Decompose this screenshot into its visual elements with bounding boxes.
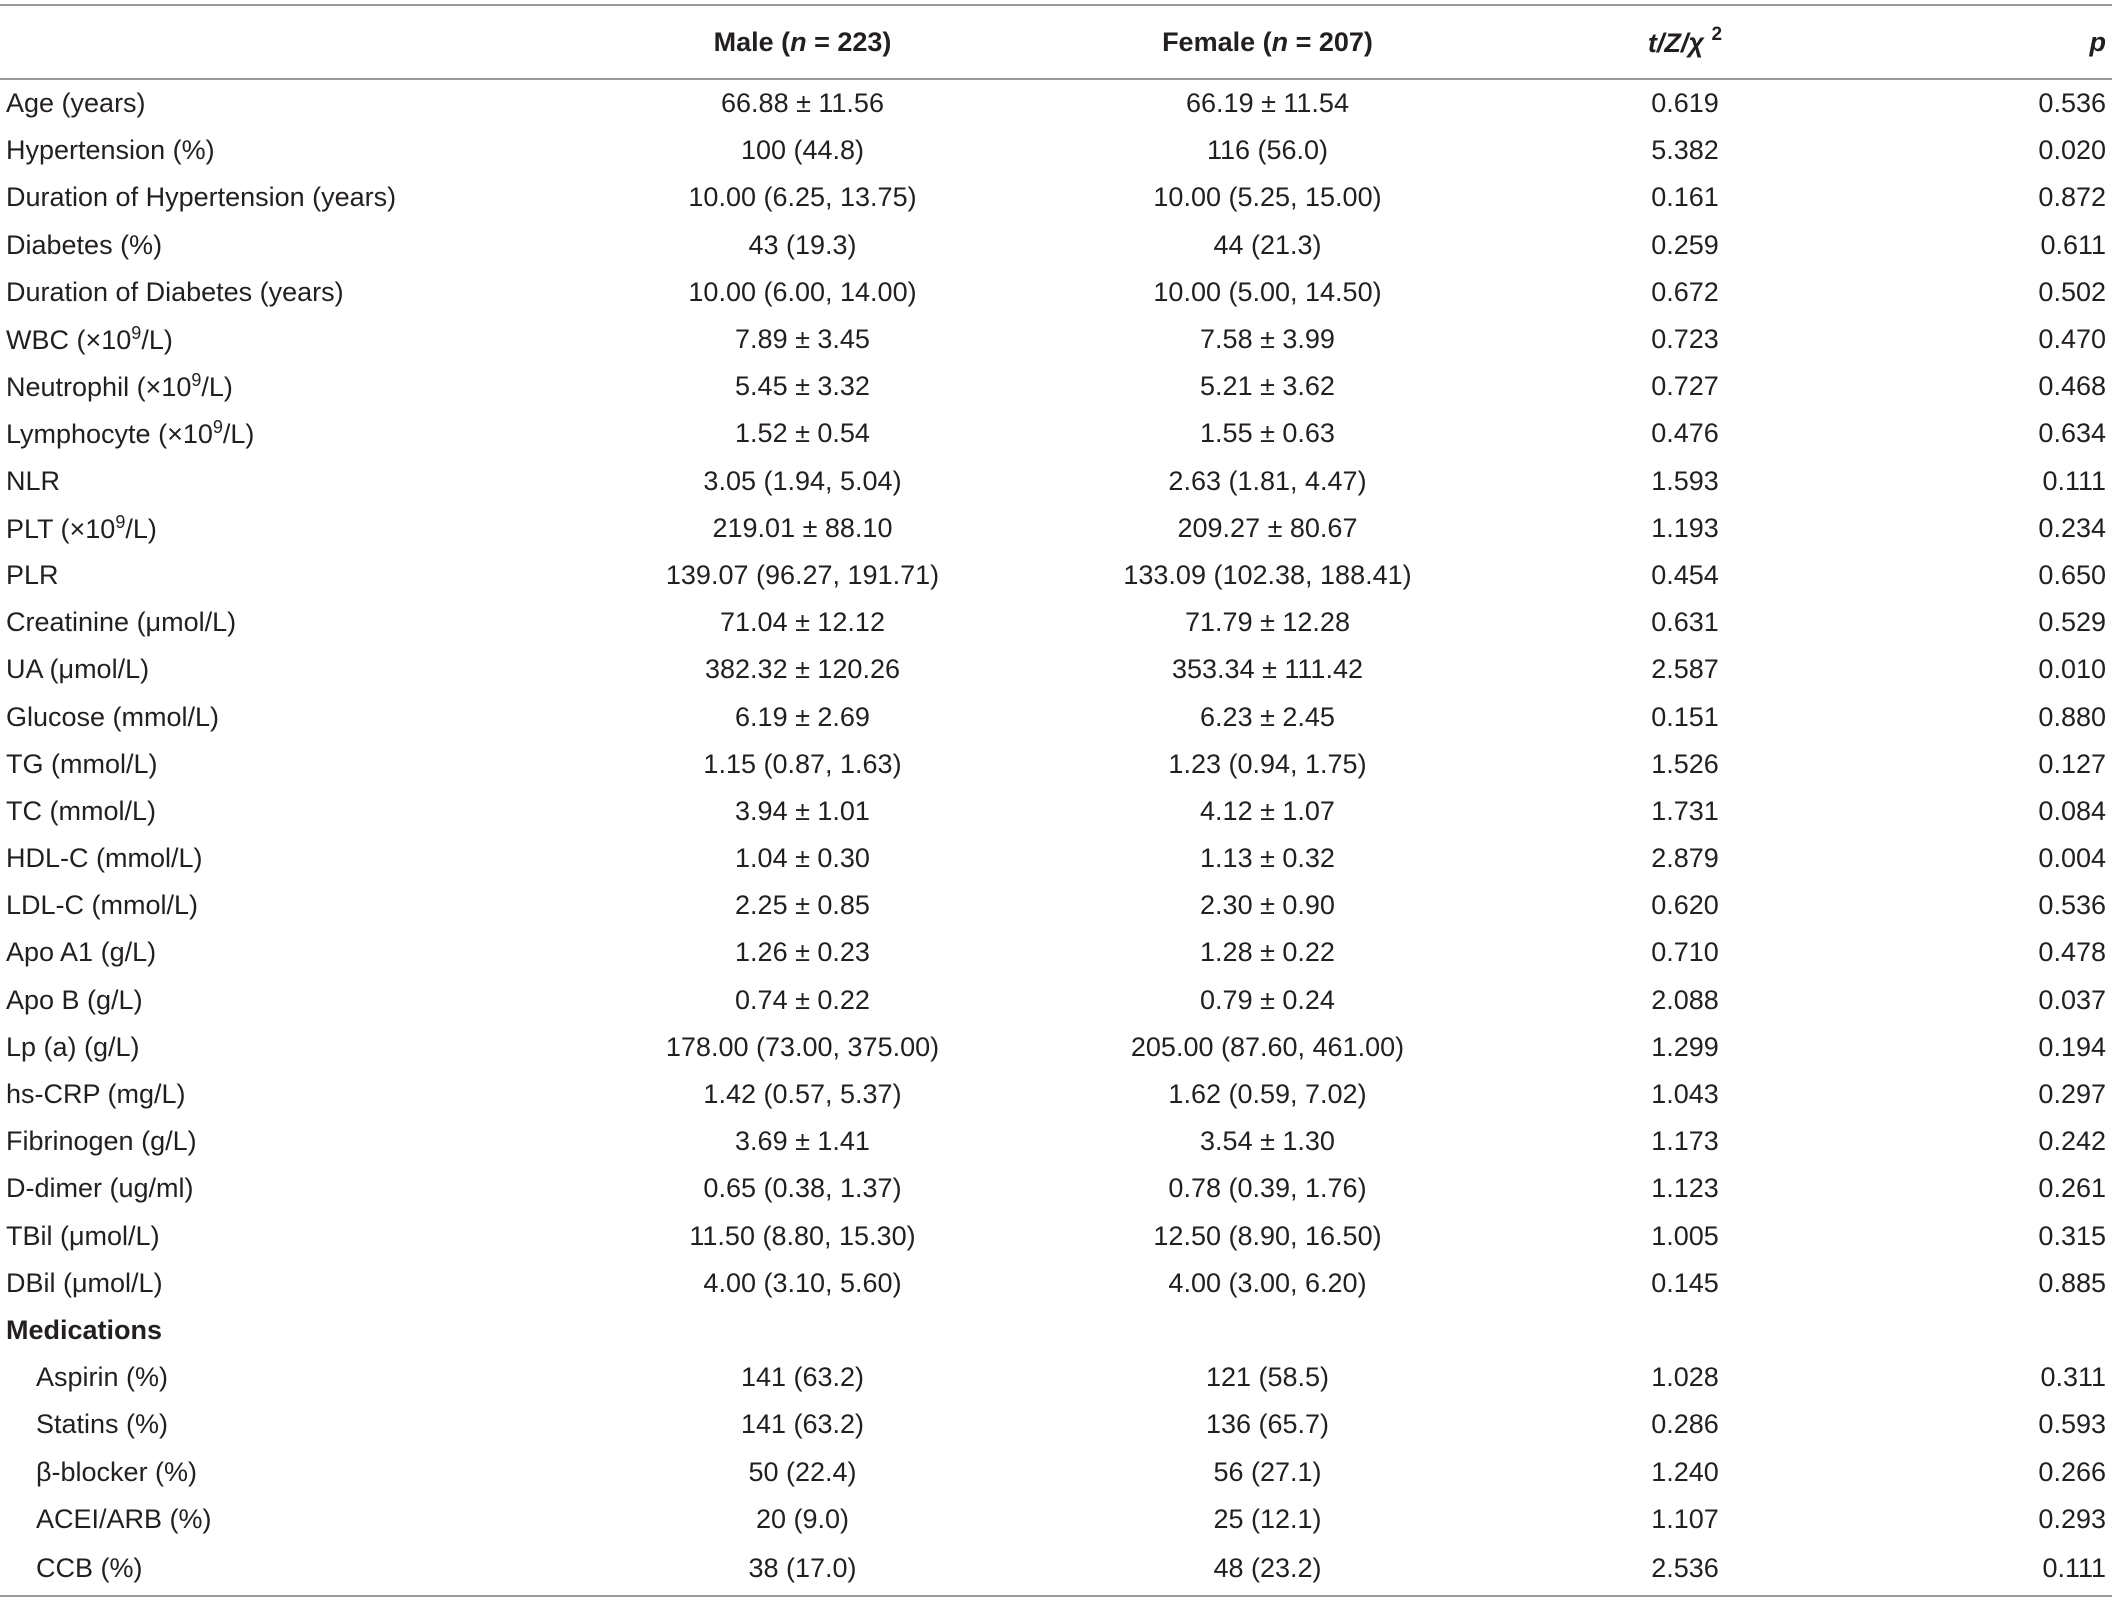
comparison-table: [0, 4, 2112, 1597]
cell-stat: 1.193: [1651, 512, 1719, 543]
cell-male: 5.45 ± 3.32: [735, 371, 870, 402]
cell-p: 0.111: [2042, 465, 2106, 496]
cell-male: 11.50 (8.80, 15.30): [689, 1220, 916, 1251]
cell-female: 0.79 ± 0.24: [1200, 984, 1335, 1015]
cell-p: 0.297: [2038, 1079, 2106, 1110]
cell-male: 0.74 ± 0.22: [735, 984, 870, 1015]
table-row: [0, 1496, 2112, 1543]
row-label: PLT $(\times 10^9/L)$: [6, 511, 157, 544]
cell-male: 141 (63.2): [740, 1362, 865, 1393]
cell-female: 10.00 (5.25, 15.00): [1153, 182, 1382, 213]
table-row: [0, 363, 2112, 410]
table-row: [0, 788, 2112, 835]
cell-female: 205.00 (87.60, 461.00): [1130, 1031, 1405, 1062]
cell-stat: 1.526: [1651, 748, 1719, 779]
cell-female: 3.54 ± 1.30: [1200, 1126, 1335, 1157]
table-row: [0, 1118, 2112, 1165]
cell-stat: 0.286: [1651, 1409, 1719, 1440]
table-row: [0, 410, 2112, 457]
table-header: [0, 5, 2112, 79]
cell-male: 1.15 (0.87, 1.63): [703, 748, 902, 779]
cell-stat: 5.382: [1651, 135, 1719, 166]
row-label: Duration of Hypertension (years): [6, 182, 397, 213]
cell-stat: 1.005: [1651, 1220, 1719, 1251]
header-female: Female (n = 207): [1162, 26, 1373, 57]
row-label: Lp (a) (g/L): [6, 1031, 140, 1062]
cell-p: 0.880: [2038, 701, 2106, 732]
cell-male: 178.00 (73.00, 375.00): [665, 1031, 940, 1062]
row-label: Diabetes (%): [6, 229, 163, 260]
table-row: [0, 1401, 2112, 1448]
cell-male: 1.42 (0.57, 5.37): [703, 1079, 902, 1110]
row-label: Neutrophil $(\times 10^9/L)$: [6, 370, 233, 403]
cell-female: 10.00 (5.00, 14.50): [1153, 276, 1382, 307]
table-row: [0, 1354, 2112, 1401]
row-label: Aspirin (%): [36, 1362, 169, 1393]
cell-female: 4.00 (3.00, 6.20): [1168, 1267, 1367, 1298]
header-male: Male (n = 223): [713, 26, 892, 57]
cell-female: 56 (27.1): [1213, 1456, 1322, 1487]
header-p: p: [2089, 26, 2106, 57]
row-label: Glucose (mmol/L): [6, 701, 220, 732]
cell-female: [1005, 1307, 1530, 1354]
table-row: [0, 1543, 2112, 1596]
cell-female: 7.58 ± 3.99: [1200, 324, 1335, 355]
cell-female: 2.30 ± 0.90: [1200, 890, 1335, 921]
cell-male: 0.65 (0.38, 1.37): [703, 1173, 902, 1204]
cell-p: 0.529: [2038, 607, 2106, 638]
cell-female: 48 (23.2): [1213, 1553, 1322, 1584]
cell-p: 0.234: [2038, 512, 2106, 543]
cell-stat: 0.161: [1651, 182, 1719, 213]
cell-female: 44 (21.3): [1213, 229, 1322, 260]
table-row: [0, 1448, 2112, 1495]
table-row: [0, 458, 2112, 505]
row-label: HDL-C (mmol/L): [6, 843, 203, 874]
cell-p: 0.194: [2038, 1031, 2106, 1062]
table-row: [0, 977, 2112, 1024]
cell-female: 1.23 (0.94, 1.75): [1168, 748, 1367, 779]
cell-p: 0.020: [2038, 135, 2106, 166]
cell-stat: 0.727: [1651, 371, 1719, 402]
cell-stat: 0.672: [1651, 276, 1719, 307]
cell-stat: 1.731: [1651, 795, 1719, 826]
cell-p: 0.266: [2038, 1456, 2106, 1487]
row-label: Creatinine (μmol/L): [6, 607, 237, 638]
cell-male: 1.52 ± 0.54: [735, 418, 870, 449]
cell-stat: 1.240: [1651, 1456, 1719, 1487]
cell-female: 25 (12.1): [1213, 1503, 1322, 1534]
cell-male: 3.69 ± 1.41: [735, 1126, 870, 1157]
cell-female: 353.34 ± 111.42: [1172, 654, 1363, 685]
cell-p: 0.037: [2038, 984, 2106, 1015]
table-row: [0, 599, 2112, 646]
cell-male: 3.05 (1.94, 5.04): [703, 465, 902, 496]
cell-p: 0.611: [2040, 229, 2106, 260]
cell-male: 6.19 ± 2.69: [735, 701, 870, 732]
cell-male: 38 (17.0): [748, 1553, 857, 1584]
cell-male: 20 (9.0): [755, 1503, 850, 1534]
table-row: [0, 1071, 2112, 1118]
section-row: [0, 1307, 2112, 1354]
table-row: [0, 174, 2112, 221]
row-label: Duration of Diabetes (years): [6, 276, 344, 307]
cell-female: 4.12 ± 1.07: [1200, 795, 1335, 826]
cell-p: 0.502: [2038, 276, 2106, 307]
cell-male: 66.88 ± 11.56: [721, 88, 884, 119]
cell-stat: 0.619: [1651, 88, 1719, 119]
table-row: [0, 127, 2112, 174]
row-label: β-blocker (%): [36, 1456, 198, 1487]
table-row: [0, 1260, 2112, 1307]
table-row: [0, 79, 2112, 127]
cell-male: 141 (63.2): [740, 1409, 865, 1440]
table-row: [0, 552, 2112, 599]
row-label: hs-CRP (mg/L): [6, 1079, 186, 1110]
cell-p: 0.242: [2038, 1126, 2106, 1157]
cell-female: 6.23 ± 2.45: [1200, 701, 1335, 732]
cell-stat: 0.151: [1651, 701, 1719, 732]
cell-stat: 1.043: [1651, 1079, 1719, 1110]
cell-p: 0.593: [2038, 1409, 2106, 1440]
row-label: DBil (μmol/L): [6, 1267, 163, 1298]
table-row: [0, 646, 2112, 693]
table-row: [0, 1165, 2112, 1212]
cell-stat: 0.259: [1651, 229, 1719, 260]
cell-male: 1.04 ± 0.30: [735, 843, 870, 874]
cell-female: 12.50 (8.90, 16.50): [1153, 1220, 1382, 1251]
cell-male: 71.04 ± 12.12: [720, 607, 885, 638]
header-row: [0, 5, 2112, 79]
row-label: UA (μmol/L): [6, 654, 150, 685]
cell-male: 50 (22.4): [748, 1456, 857, 1487]
cell-p: 0.084: [2038, 795, 2106, 826]
cell-male: 4.00 (3.10, 5.60): [703, 1267, 902, 1298]
table-row: [0, 1213, 2112, 1260]
cell-stat: 1.593: [1651, 465, 1719, 496]
table-row: [0, 505, 2112, 552]
cell-p: 0.470: [2038, 324, 2106, 355]
row-label: ACEI/ARB (%): [36, 1503, 212, 1534]
row-label: Lymphocyte $(\times 10^9/L)$: [6, 417, 255, 450]
cell-p: 0.478: [2038, 937, 2106, 968]
row-label: TG (mmol/L): [6, 748, 158, 779]
cell-female: 2.63 (1.81, 4.47): [1168, 465, 1367, 496]
row-label: WBC $(\times 10^9/L)$: [6, 323, 173, 356]
cell-male: [600, 1307, 1005, 1354]
cell-stat: 2.587: [1651, 654, 1719, 685]
cell-male: 139.07 (96.27, 191.71): [665, 559, 940, 590]
cell-female: 1.55 ± 0.63: [1200, 418, 1335, 449]
table-row: [0, 1024, 2112, 1071]
comparison-table-container: [0, 4, 2112, 1597]
row-label: PLR: [6, 559, 59, 590]
cell-p: 0.885: [2038, 1267, 2106, 1298]
cell-male: 7.89 ± 3.45: [735, 324, 870, 355]
row-label: CCB (%): [36, 1553, 143, 1584]
cell-male: 10.00 (6.25, 13.75): [688, 182, 917, 213]
row-label: Statins (%): [36, 1409, 169, 1440]
cell-female: 136 (65.7): [1205, 1409, 1330, 1440]
cell-stat: 0.476: [1651, 418, 1719, 449]
table-body: [0, 79, 2112, 1596]
table-row: [0, 741, 2112, 788]
cell-p: 0.111: [2042, 1553, 2106, 1584]
row-label: Apo A1 (g/L): [6, 937, 157, 968]
cell-stat: 0.631: [1651, 607, 1719, 638]
table-row: [0, 222, 2112, 269]
cell-stat: 2.879: [1651, 843, 1719, 874]
cell-stat: 1.123: [1651, 1173, 1719, 1204]
table-row: [0, 882, 2112, 929]
cell-male: 219.01 ± 88.10: [712, 512, 893, 543]
cell-p: 0.293: [2038, 1503, 2106, 1534]
row-label: LDL-C (mmol/L): [6, 890, 199, 921]
cell-p: 0.634: [2038, 418, 2106, 449]
row-label: Fibrinogen (g/L): [6, 1126, 197, 1157]
row-label: Hypertension (%): [6, 135, 215, 166]
cell-stat: 1.173: [1651, 1126, 1719, 1157]
header-stat: t/Z/χ $^2$: [1647, 23, 1723, 58]
cell-male: 100 (44.8): [740, 135, 865, 166]
cell-stat: 1.028: [1651, 1362, 1719, 1393]
cell-stat: 1.299: [1651, 1031, 1719, 1062]
cell-stat: 0.145: [1651, 1267, 1719, 1298]
cell-stat: 1.107: [1651, 1503, 1719, 1534]
cell-stat: 0.454: [1651, 559, 1719, 590]
cell-stat: [1530, 1307, 1840, 1354]
table-row: [0, 929, 2112, 976]
cell-male: 1.26 ± 0.23: [735, 937, 870, 968]
cell-female: 209.27 ± 80.67: [1177, 512, 1358, 543]
row-label: Age (years): [6, 88, 146, 119]
cell-stat: 0.723: [1651, 324, 1719, 355]
cell-p: 0.261: [2038, 1173, 2106, 1204]
cell-p: 0.311: [2040, 1362, 2106, 1393]
row-label: TC (mmol/L): [6, 795, 156, 826]
cell-p: 0.127: [2038, 748, 2106, 779]
cell-p: 0.536: [2038, 890, 2106, 921]
cell-p: 0.315: [2038, 1220, 2106, 1251]
cell-female: 66.19 ± 11.54: [1186, 88, 1349, 119]
cell-p: 0.468: [2038, 371, 2106, 402]
row-label: NLR: [6, 465, 61, 496]
cell-female: 116 (56.0): [1206, 135, 1329, 166]
cell-female: 1.28 ± 0.22: [1200, 937, 1335, 968]
cell-male: 2.25 ± 0.85: [735, 890, 870, 921]
cell-female: 133.09 (102.38, 188.41): [1123, 559, 1412, 590]
cell-p: 0.010: [2038, 654, 2106, 685]
cell-stat: 0.620: [1651, 890, 1719, 921]
cell-p: 0.004: [2038, 843, 2106, 874]
cell-stat: 2.536: [1651, 1553, 1719, 1584]
cell-p: 0.536: [2038, 88, 2106, 119]
cell-female: 0.78 (0.39, 1.76): [1168, 1173, 1367, 1204]
table-row: [0, 269, 2112, 316]
cell-female: 121 (58.5): [1205, 1362, 1330, 1393]
cell-female: 1.62 (0.59, 7.02): [1168, 1079, 1367, 1110]
section-label: Medications: [6, 1314, 163, 1345]
cell-stat: 0.710: [1651, 937, 1719, 968]
cell-male: 3.94 ± 1.01: [735, 795, 870, 826]
cell-male: 43 (19.3): [748, 229, 857, 260]
header-label: [0, 5, 600, 79]
cell-p: 0.650: [2038, 559, 2106, 590]
cell-male: 382.32 ± 120.26: [705, 654, 900, 685]
table-row: [0, 693, 2112, 740]
cell-p: [1840, 1307, 2112, 1354]
cell-p: 0.872: [2038, 182, 2106, 213]
table-row: [0, 835, 2112, 882]
row-label: Apo B (g/L): [6, 984, 143, 1015]
row-label: TBil (μmol/L): [6, 1220, 160, 1251]
cell-female: 1.13 ± 0.32: [1200, 843, 1335, 874]
table-row: [0, 316, 2112, 363]
cell-stat: 2.088: [1651, 984, 1719, 1015]
cell-male: 10.00 (6.00, 14.00): [688, 276, 917, 307]
row-label: D-dimer (ug/ml): [6, 1173, 194, 1204]
cell-female: 5.21 ± 3.62: [1200, 371, 1335, 402]
cell-female: 71.79 ± 12.28: [1185, 607, 1350, 638]
